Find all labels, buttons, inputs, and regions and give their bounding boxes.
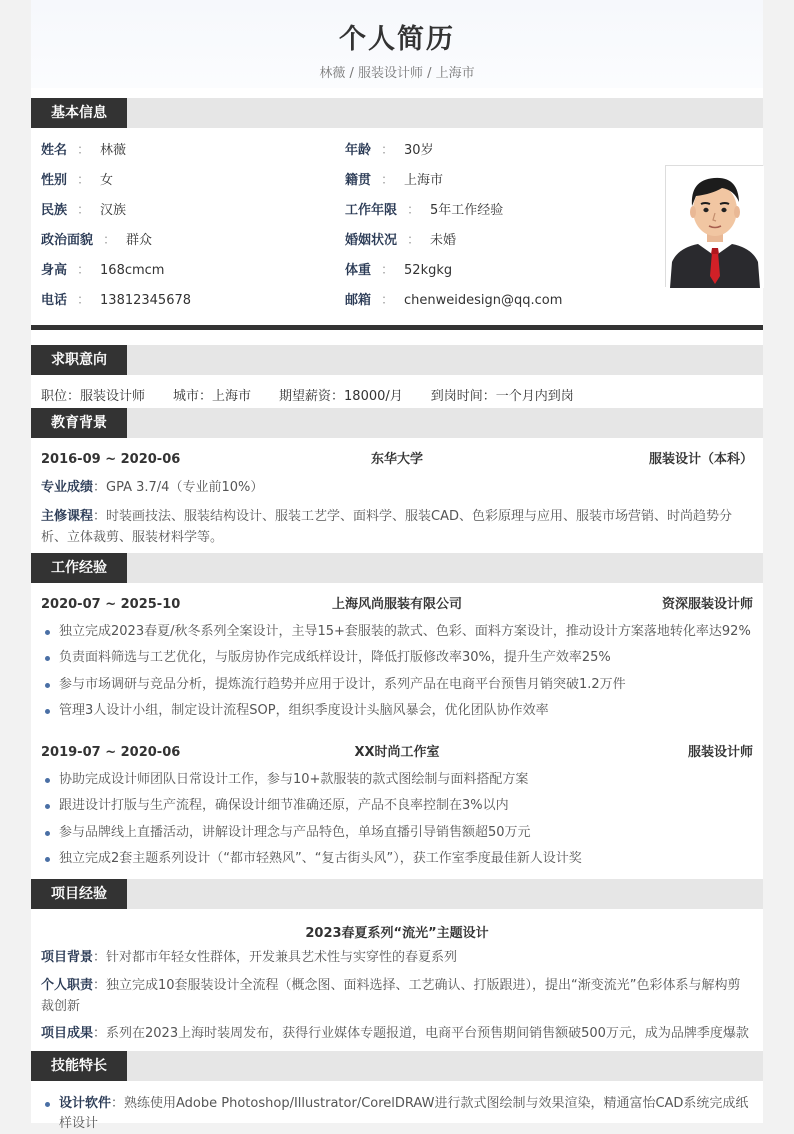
work-duties-list — [41, 622, 753, 727]
info-height: 身高 ： 168cmcm — [41, 263, 165, 278]
avatar-illustration — [666, 166, 764, 288]
section-divider — [31, 325, 763, 330]
info-weight: 体重 ： 52kgkg — [345, 263, 453, 278]
list-item: 参与市场调研与竞品分析，提炼流行趋势并应用于设计，系列产品在电商平台预售月销突破1.2万件 — [41, 675, 753, 701]
info-phone: 电话 ： 13812345678 — [41, 293, 192, 308]
list-item: 参与品牌线上直播活动，讲解设计理念与产品特色，单场直播引导销售额超50万元 — [41, 823, 753, 849]
info-value: 52kgkg — [404, 263, 453, 278]
info-value: 5年工作经验 — [430, 203, 504, 218]
list-item: 负责面料筛选与工艺优化，与版房协作完成纸样设计，降低打版修改率30%，提升生产效率25% — [41, 648, 753, 674]
info-label: 身高 — [41, 263, 68, 278]
intent-position: 职位：服装设计师 — [41, 389, 146, 404]
section-project-experience — [31, 879, 763, 909]
intent-arrival: 到岗时间：一个月内到岗 — [430, 389, 574, 404]
section-title: 技能特长 — [31, 1051, 127, 1081]
info-label: 邮箱 — [345, 293, 372, 308]
info-ethnicity: 民族 ： 汉族 — [41, 203, 127, 218]
work-company: 上海风尚服装有限公司 — [331, 597, 462, 612]
project-result: 项目成果：系列在2023上海时装周发布，获得行业媒体专题报道，电商平台预售期间销售额破500万元，成为品牌季度爆款 — [41, 1026, 749, 1041]
list-item: 独立完成2套主题系列设计（“都市轻熟风”、“复古街头风”），获工作室季度最佳新人设计奖 — [41, 849, 753, 875]
info-gender: 性别 ： 女 — [41, 173, 114, 188]
list-item: 独立完成2023春夏/秋冬系列全案设计，主导15+套服装的款式、色彩、面料方案设计，推动设计方案落地转化率达92% — [41, 622, 753, 648]
info-value: chenweidesign@qq.com — [404, 293, 563, 308]
info-years: 工作年限 ： 5年工作经验 — [345, 203, 504, 218]
section-skills — [31, 1051, 763, 1081]
info-value: 上海市 — [404, 173, 444, 188]
list-item: 设计软件：熟练使用Adobe Photoshop/Illustrator/CorelDRAW进行款式图绘制与效果渲染，精通富怡CAD系统完成纸样设计 — [41, 1094, 753, 1134]
info-label: 体重 — [345, 263, 372, 278]
skills-list — [41, 1094, 753, 1134]
avatar-photo — [665, 165, 763, 287]
project-title: 2023春夏系列“流光”主题设计 — [305, 926, 489, 941]
info-value: 13812345678 — [100, 293, 192, 308]
list-item: 协助完成设计师团队日常设计工作，参与10+款服装的款式图绘制与面料搭配方案 — [41, 770, 753, 796]
section-title: 项目经验 — [31, 879, 127, 909]
info-email: 邮箱 ： chenweidesign@qq.com — [345, 293, 563, 308]
edu-period: 2016-09 ~ 2020-06 — [41, 452, 181, 467]
work-entry-header — [41, 744, 753, 762]
work-entry-header — [41, 596, 753, 614]
edu-major: 服装设计（本科） — [648, 452, 753, 467]
section-header — [31, 1051, 763, 1081]
info-origin: 籍贯 ： 上海市 — [345, 173, 444, 188]
education-entry — [41, 451, 753, 469]
info-value: 30岁 — [404, 143, 434, 158]
info-age: 年龄 ： 30岁 — [345, 143, 434, 158]
work-role: 资深服装设计师 — [661, 597, 753, 612]
info-label: 籍贯 — [345, 173, 372, 188]
intent-city: 城市：上海市 — [173, 389, 252, 404]
info-politics: 政治面貌 ： 群众 — [41, 233, 153, 248]
section-header — [31, 553, 763, 583]
work-duties-list — [41, 770, 753, 875]
section-education — [31, 408, 763, 438]
info-value: 汉族 — [100, 203, 127, 218]
work-period: 2020-07 ~ 2025-10 — [41, 597, 181, 612]
edu-school: 东华大学 — [370, 452, 423, 467]
info-label: 婚姻状况 — [345, 233, 398, 248]
info-label: 年龄 — [345, 143, 372, 158]
info-value: 群众 — [126, 233, 153, 248]
info-name: 姓名 ： 林薇 — [41, 143, 127, 158]
page-title: 个人简历 — [339, 24, 455, 55]
page-subtitle: 林薇 / 服装设计师 / 上海市 — [319, 66, 475, 81]
info-value: 未婚 — [430, 233, 457, 248]
section-title: 求职意向 — [31, 345, 127, 375]
section-basic-info — [31, 98, 763, 128]
section-header — [31, 408, 763, 438]
info-value: 女 — [100, 173, 114, 188]
section-header — [31, 98, 763, 128]
resume-page — [31, 0, 763, 1131]
info-label: 工作年限 — [345, 203, 398, 218]
info-label: 政治面貌 — [41, 233, 94, 248]
work-period: 2019-07 ~ 2020-06 — [41, 745, 181, 760]
info-marital: 婚姻状况 ： 未婚 — [345, 233, 457, 248]
info-label: 电话 — [41, 293, 68, 308]
project-duty: 个人职责：独立完成10套服装设计全流程（概念图、面料选择、工艺确认、打版跟进），提出“渐变流光”色彩体系与解构剪裁创新 — [41, 978, 741, 1014]
section-header — [31, 879, 763, 909]
info-value: 林薇 — [100, 143, 127, 158]
info-label: 性别 — [41, 173, 68, 188]
list-item: 管理3人设计小组，制定设计流程SOP，组织季度设计头脑风暴会，优化团队协作效率 — [41, 701, 753, 727]
section-header — [31, 345, 763, 375]
edu-courses: 主修课程：时装画技法、服装结构设计、服装工艺学、面料学、服装CAD、色彩原理与应用、服装市场营销、时尚趋势分析、立体裁剪、服装材料学等。 — [41, 509, 732, 545]
intent-salary: 期望薪资：18000/月 — [279, 389, 403, 404]
section-title: 基本信息 — [31, 98, 127, 128]
section-job-intent — [31, 345, 763, 375]
project-background: 项目背景：针对都市年轻女性群体，开发兼具艺术性与实穿性的春夏系列 — [41, 950, 458, 965]
edu-grade: 专业成绩：GPA 3.7/4（专业前10%） — [41, 480, 264, 495]
info-label: 姓名 — [41, 143, 68, 158]
section-title: 工作经验 — [31, 553, 127, 583]
section-title: 教育背景 — [31, 408, 127, 438]
resume-header — [31, 0, 763, 88]
info-label: 民族 — [41, 203, 68, 218]
info-value: 168cmcm — [100, 263, 165, 278]
list-item: 跟进设计打版与生产流程，确保设计细节准确还原，产品不良率控制在3%以内 — [41, 796, 753, 822]
section-work-experience — [31, 553, 763, 583]
job-intent-line — [41, 388, 602, 406]
work-company: XX时尚工作室 — [354, 745, 440, 760]
work-role: 服装设计师 — [687, 745, 753, 760]
